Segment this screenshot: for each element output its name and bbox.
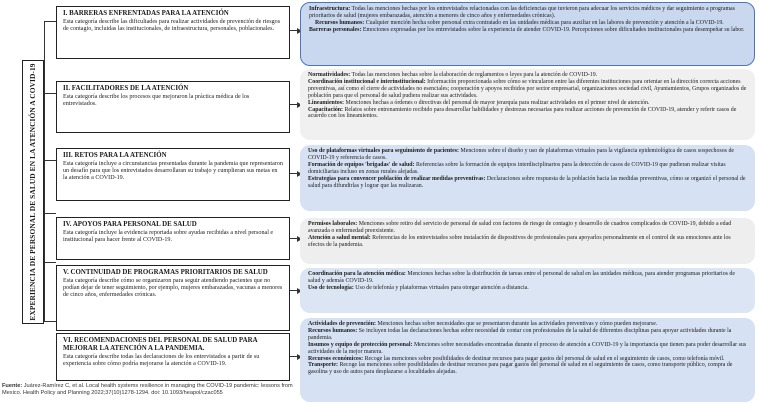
arrow-icon xyxy=(290,173,298,174)
category-box-recomendaciones xyxy=(56,333,290,381)
category-title: I. BARRERAS ENFRENTADAS PARA LA ATENCIÓN xyxy=(63,10,229,17)
detail-item: Formación de equipos 'brigadas' de salud: Referencias sobre la formación de equipos interdisciplinarios para la detección de casos de COVID-19 que pudieran realizar visitas domiciliarias incluso en zonas rurales alejadas. xyxy=(308,161,726,175)
detail-item: Recursos humanos: Cualquier mención hecha sobre personal extra contratado en las unidades médicas para auxiliar en las labores de prevención y atención a la COVID-19. xyxy=(315,19,724,26)
category-box-retos xyxy=(56,148,290,201)
detail-item: Recursos humanos: Se incluyen todas las declaraciones hechas sobre necesidad de contar con profesionales de la salud de diferentes disciplinas para apoyar actividades durante la pandemia. xyxy=(308,327,732,341)
detail-item: Actividades de prevención: Menciones hechas sobre necesidades que se presentaron durante las actividades preventivas y cómo pueden mejorarse. xyxy=(308,321,658,327)
details-box-retos xyxy=(300,145,755,211)
category-title: VI. RECOMENDACIONES DEL PERSONAL DE SALUD PARA MEJORAR LA ATENCIÓN A LA PANDEMIA. xyxy=(63,337,258,352)
category-box-facilitadores xyxy=(56,81,290,133)
connector-tick xyxy=(44,262,56,263)
category-description: Esta categoría incluye la evidencia reportada sobre ayudas recibidas a nivel personal e institucional para hacer frente al COVID-19. xyxy=(63,230,274,244)
source-text: Juárez-Ramírez C, et al. Local health systems resilience in managing the COVID-19 pandemic: lessons from Mexico. Health Policy and Planning 2022;37(10)1278-1294. doi: 10.1093/heapol/czac055 xyxy=(2,383,293,396)
connector-tick xyxy=(44,21,56,22)
connector-tick xyxy=(44,213,56,214)
detail-item: Capacitación: Relatos sobre entrenamiento recibido para desarrollar habilidades y destrezas necesarias para realizar acciones de prevención de COVID-19, atender y referir casos de acuerdo con los lineamientos. xyxy=(308,106,737,120)
source-label: Fuente: xyxy=(2,383,23,389)
detail-item: Uso de tecnología: Uso de telefonía y plataformas virtuales para otorgar atención a distancia. xyxy=(308,284,529,291)
detail-item: Recursos económicos: Recoge las menciones sobre posibilidades de destinar recursos para pagar gastos del personal de salud en el seguimiento de casos, como telefonía móvil. xyxy=(308,355,725,362)
category-box-continuidad xyxy=(56,265,290,331)
detail-item: Lineamientos: Menciones hechas a órdenes o directivas del personal de mayor jerarquía para realizar actividades en el primer nivel de atención. xyxy=(308,99,650,106)
connector-line xyxy=(44,21,56,321)
category-title: IV. APOYOS PARA PERSONAL DE SALUD xyxy=(63,221,197,228)
detail-item: Insumos y equipo de protección personal: Menciones sobre necesidades encontradas durante el proceso de atención a COVID-19 y la importancia que tienen para poder desarrollar sus actividades de la mejor manera. xyxy=(308,341,747,355)
detail-item: Permisos laborales: Menciones sobre retiro del servicio de personal de salud con factores de riesgo de contagio y desarrollo de cuadros complicados de COVID-19, debido a edad avanzada o enfermedad preexistente. xyxy=(308,221,732,234)
details-box-continuidad xyxy=(300,268,755,313)
category-description: Esta categoría describe los procesos que mejoraron la práctica médica de los entrevistados. xyxy=(63,94,250,108)
detail-item: Estrategias para convencer población de realizar medidas preventivas: Declaraciones sobre respuesta de la población hacia las medidas preventivas, cómo se organizó el personal de salud para difundirlas y lograr que las realizaran. xyxy=(308,175,746,189)
arrow-icon xyxy=(290,290,298,291)
detail-item: Atención a salud mental: Referencias de los entrevistados sobre instalación de dispositivos de profesionales para apoyarlos personalmente en el control de sus emociones ante los efectos de la pandemia. xyxy=(308,234,731,248)
arrow-icon xyxy=(290,30,298,31)
detail-item: Normatividades: Todas las menciones hechas sobre la elaboración de reglamentos o leyes para la atención de COVID-19. xyxy=(308,72,598,78)
category-title: II. FACILITADORES DE LA ATENCIÓN xyxy=(63,85,189,92)
detail-item: Transporte: Recoge las menciones sobre posibilidades de destinar recursos para pagar gastos del personal de salud en el seguimiento de casos, como transporte público, compra de gasolina y uso de autos para desplazarse a localidades alejadas. xyxy=(308,362,733,376)
connector-tick xyxy=(44,160,56,161)
category-title: III. RETOS PARA LA ATENCIÓN xyxy=(63,152,167,159)
details-box-recomendaciones xyxy=(300,318,755,402)
category-description: Esta categoría describe cómo se organizaron para seguir atendiendo pacientes que no podían dejar de tener seguimiento, por ejemplo, mujeres embarazadas, vacunas a menores de cinco años, enfermedades crónicas. xyxy=(63,278,283,299)
details-box-barreras xyxy=(300,2,755,66)
category-description: Esta categoría incluye a circunstancias presentadas durante la pandemia que representaron un desafío para que los entrevistados desarrollaran su trabajo y cumplieran sus metas en la atención a COVID-19. xyxy=(63,161,283,182)
category-box-barreras xyxy=(56,6,290,59)
arrow-icon xyxy=(290,104,298,105)
detail-item: Coordinación institucional e interinstitucional: Información proporcionada sobre cómo se vincularon entre las diferentes instituciones para orientar en la dirección correcta acciones preventivas, así como el cierre de actividades no esenciales; cooperación y apoyos recibidos por sector empresarial, organizaciones sociedad civil, Ayuntamientos, Grupos organizados de población para que el personal de salud pudiera realizar sus actividades. xyxy=(308,78,747,99)
main-label: EXPERIENCIA DE PERSONAL DE SALUD EN LA ATENCIÓN A COVID-19 xyxy=(28,63,37,321)
category-box-apoyos xyxy=(56,217,290,260)
details-box-apoyos xyxy=(300,218,755,264)
category-description: Esta categoría describe todas las declaraciones de los entrevistados a partir de su experiencia sobre cómo podría mejorarse la atención a COVID-19. xyxy=(63,354,260,368)
details-box-facilitadores xyxy=(300,69,755,140)
connector-tick xyxy=(44,321,56,322)
category-title: V. CONTINUIDAD DE PROGRAMAS PRIORITARIOS DE SALUD xyxy=(63,269,268,276)
detail-item: Coordinación para la atención médica: Menciones hechas sobre la distribución de tareas entre el personal de salud en las unidades médicas, para atender programas prioritarios de salud y además COVID-19. xyxy=(308,271,735,284)
detail-item: Barreras personales: Emociones expresadas por los entrevistados sobre la experiencia de atender COVID-19. Percepciones sobre dificultades institucionales para desempeñar su labor. xyxy=(309,26,745,33)
detail-item: Uso de plataformas virtuales para seguimiento de pacientes: Menciones sobre el diseño y uso de plataformas virtuales para la vigilancia epidemiológica de casos sospechosos de COVID-19 y referencia de casos. xyxy=(308,148,735,161)
category-description: Esta categoría describe las dificultades para realizar actividades de prevención de riesgos de contagio, incluidas las institucionales, de infraestructura, personales, poblacionales. xyxy=(63,19,281,33)
detail-item: Infraestructura: Todas las menciones hechas por los entrevistados relacionadas con las deficiencias que tuvieron para adecuar los servicios médicos y dar seguimiento a programas prioritarios de salud (mujeres embarazadas, atención a menores de cinco años y enfermedades crónicas). xyxy=(309,6,735,19)
source-citation xyxy=(2,383,302,397)
connector-tick xyxy=(44,93,56,94)
arrow-icon xyxy=(290,238,298,239)
arrow-icon xyxy=(290,356,298,357)
